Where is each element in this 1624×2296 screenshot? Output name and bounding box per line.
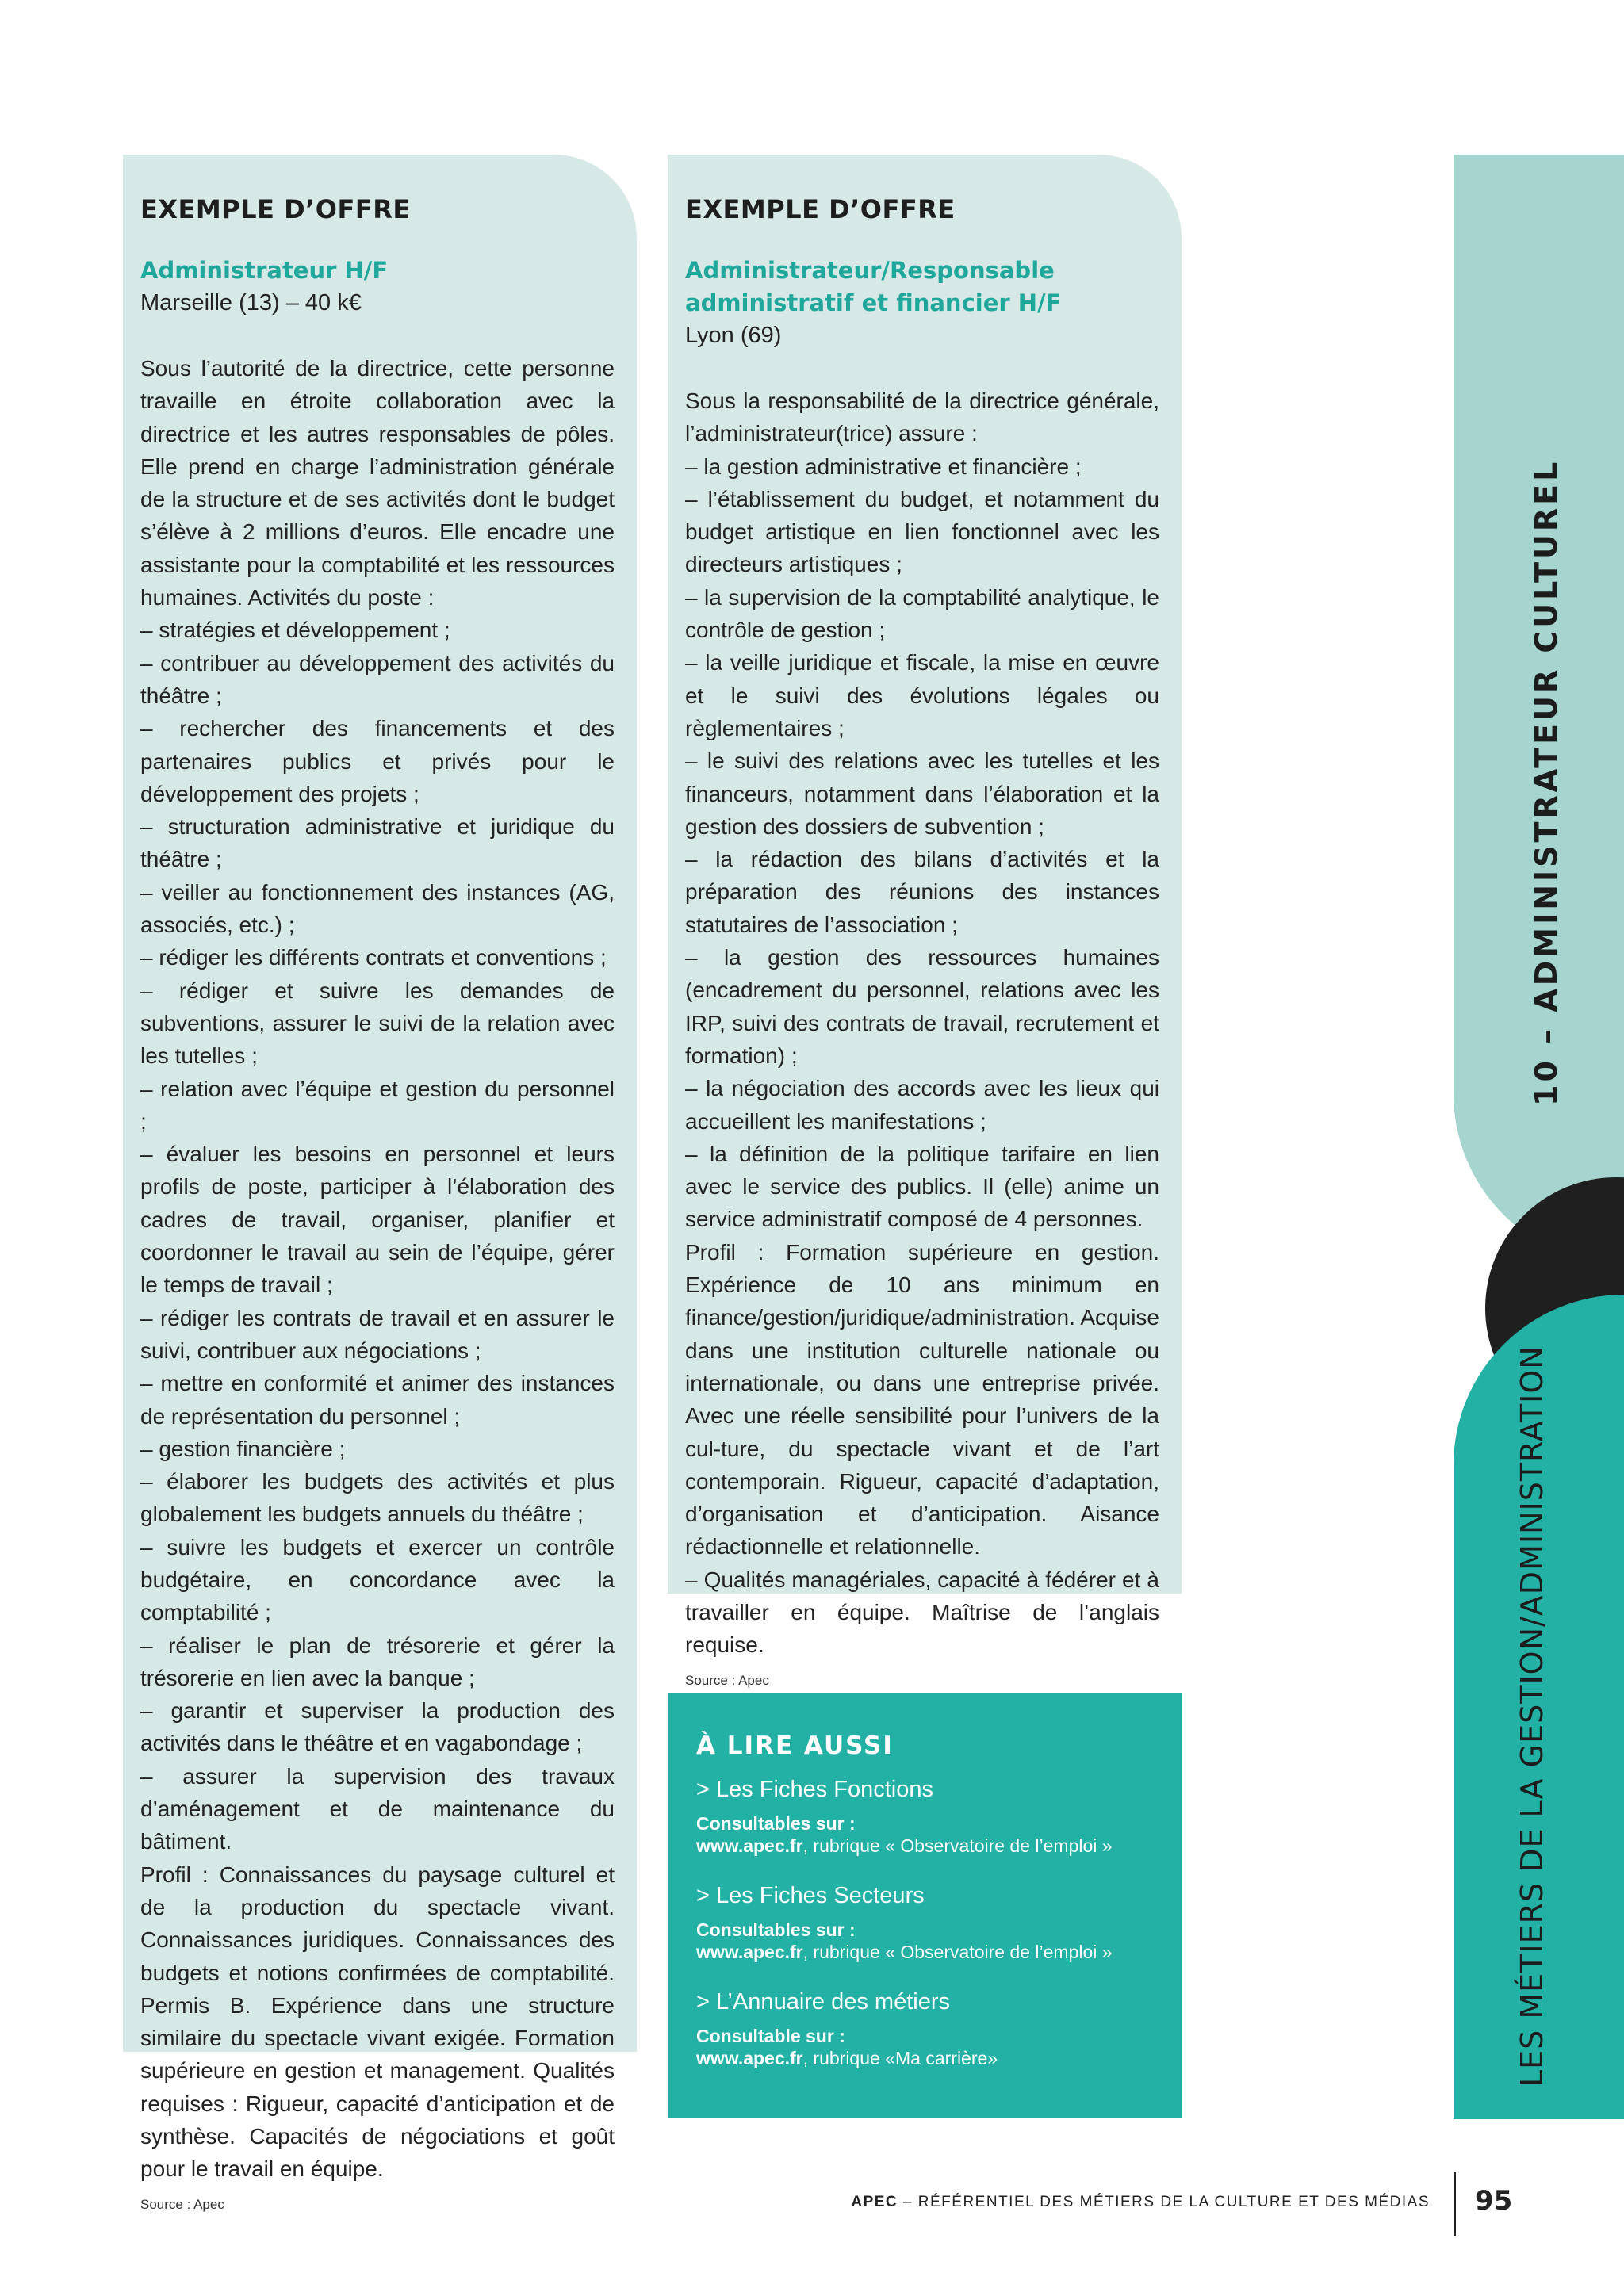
offer-list-item: – la gestion administrative et financière ; (685, 453, 1082, 479)
read-more-rubric: , rubrique « Observatoire de l’emploi » (802, 1835, 1113, 1856)
offer-list-item: – Qualités managériales, capacité à fédérer et à travailler en équipe. Maîtrise de l’anglais requise. (685, 1567, 1159, 1658)
offer-list-item: – relation avec l’équipe et gestion du personnel ; (140, 1076, 615, 1134)
footer-divider (1454, 2172, 1456, 2236)
read-more-link-secteurs[interactable]: > Les Fiches Secteurs (696, 1883, 925, 1908)
offer-profile: Profil : Connaissances du paysage culturel et de la production du spectacle vivant. Connaissances juridiques. Connaissances des budgets et notions confirmées de comptabilité. Permis B. Expérience dans une structure similaire du spectacle vivant exigée. Formation supérieure en gestion et management. Qualités requises : Rigueur, capacité d’anticipation et de synthèse. Capacités de négociations et goût pour le travail en équipe. (140, 1862, 615, 2182)
read-more-site-link[interactable]: www.apec.fr (696, 1835, 803, 1856)
read-more-rubric: , rubrique « Observatoire de l’emploi » (802, 1942, 1113, 1962)
read-more-link-annuaire[interactable]: > L’Annuaire des métiers (696, 1989, 950, 2015)
offer-list-item: – élaborer les budgets des activités et plus globalement les budgets annuels du théâtre ; (140, 1469, 615, 1527)
offer-list-item: – rédiger les différents contrats et conventions ; (140, 945, 607, 970)
offer-list-item: – la veille juridique et fiscale, la mise en œuvre et le suivi des évolutions légales ou règlementaires ; (685, 650, 1159, 740)
offer-kicker: EXEMPLE D’OFFRE (140, 194, 411, 224)
offer-list-item: – rédiger les contrats de travail et en assurer le suivi, contribuer aux négociations ; (140, 1305, 615, 1363)
offer-list-item: – la rédaction des bilans d’activités et la préparation des réunions des instances statutaires de l’association ; (685, 847, 1159, 937)
offer-list-item: – rechercher des financements et des partenaires publics et privés pour le développement des projets ; (140, 716, 615, 806)
offer-list-item: – la définition de la politique tarifaire en lien avec le service des publics. Il (elle) anime un service administratif composé de 4 personnes. (685, 1141, 1159, 1232)
offer-list-item: – structuration administrative et juridique du théâtre ; (140, 814, 615, 872)
read-more-label: Consultable sur : (696, 2026, 845, 2046)
read-more-rubric: , rubrique «Ma carrière» (802, 2048, 998, 2068)
offer-list-item: – la gestion des ressources humaines (encadrement du personnel, relations avec les IRP, suivi des contrats de travail, recrutement et formation) ; (685, 945, 1159, 1068)
offer-source: Source : Apec (140, 2196, 224, 2212)
chapter-tab-label: 10 – ADMINISTRATEUR CULTUREL (1529, 458, 1564, 1106)
offer-box-lyon (668, 155, 1182, 1688)
read-more-note (696, 1812, 1153, 1857)
offer-list-item: – la supervision de la comptabilité analytique, le contrôle de gestion ; (685, 584, 1159, 643)
offer-list-item: – la négociation des accords avec les lieux qui accueillent les manifestations ; (685, 1076, 1159, 1134)
offer-list-item: – rédiger et suivre les demandes de subventions, assurer le suivi de la relation avec les tutelles ; (140, 978, 615, 1069)
footer-title (851, 2194, 1430, 2211)
offer-body (140, 352, 615, 2186)
offer-list-item: – garantir et superviser la production des activités dans le théâtre et en vagabondage ; (140, 1698, 615, 1756)
offer-list-item: – mettre en conformité et animer des instances de représentation du personnel ; (140, 1371, 615, 1429)
offer-kicker: EXEMPLE D’OFFRE (685, 194, 956, 224)
offer-list-item: – gestion financière ; (140, 1436, 346, 1461)
read-more-title: À LIRE AUSSI (696, 1732, 894, 1760)
footer-publication: – RÉFÉRENTIEL DES MÉTIERS DE LA CULTURE ET DES MÉDIAS (898, 2194, 1430, 2210)
offer-body (685, 385, 1159, 1662)
offer-location: Lyon (69) (685, 323, 782, 348)
offer-list-item: – stratégies et développement ; (140, 618, 450, 643)
read-more-label: Consultables sur : (696, 1919, 856, 1940)
read-more-box (668, 1693, 1182, 2118)
offer-location: Marseille (13) – 40 k€ (140, 290, 362, 316)
read-more-label: Consultables sur : (696, 1813, 856, 1834)
offer-list-item: – assurer la supervision des travaux d’aménagement et de maintenance du bâtiment. (140, 1763, 615, 1854)
read-more-site-link[interactable]: www.apec.fr (696, 2048, 803, 2068)
read-more-note (696, 2025, 1153, 2069)
footer-brand: APEC (851, 2194, 898, 2210)
page-number: 95 (1475, 2185, 1513, 2217)
offer-title-line2: administratif et financier H/F (685, 289, 1062, 316)
offer-list-item: – suivre les budgets et exercer un contrôle budgétaire, en concordance avec la comptabilité ; (140, 1534, 615, 1625)
offer-list-item: – évaluer les besoins en personnel et leurs profils de poste, participer à l’élaboration des cadres de travail, organiser, planifier et coordonner le travail au sein de l’équipe, gérer le temps de travail ; (140, 1142, 615, 1298)
read-more-link-fonctions[interactable]: > Les Fiches Fonctions (696, 1777, 934, 1802)
offer-list-item: – veiller au fonctionnement des instances (AG, associés, etc.) ; (140, 879, 615, 938)
offer-box-marseille (123, 155, 637, 2212)
offer-list-item: – contribuer au développement des activités du théâtre ; (140, 650, 615, 708)
offer-paragraph: Sous l’autorité de la directrice, cette personne travaille en étroite collaboration avec la directrice et les autres responsables de pôles. Elle prend en charge l’administration générale de la structure et de ses activités dont le budget s’élève à 2 millions d’euros. Elle encadre une assistante pour la comptabilité et les ressources humaines. Activités du poste : (140, 356, 615, 610)
offer-title: Administrateur H/F (140, 257, 389, 284)
section-tab-label: LES MÉTIERS DE LA GESTION/ADMINISTRATION (1515, 1345, 1549, 2087)
offer-list-item: – l’établissement du budget, et notamment du budget artistique en lien fonctionnel avec les directeurs artistiques ; (685, 486, 1159, 577)
read-more-note (696, 1919, 1153, 1963)
offer-source: Source : Apec (685, 1672, 769, 1688)
offer-paragraph: Sous la responsabilité de la directrice générale, l’administrateur(trice) assure : (685, 388, 1159, 446)
offer-profile: Profil : Formation supérieure en gestion. Expérience de 10 ans minimum en finance/gestion/juridique/administration. Acquise dans une institution culturelle nationale ou internationale, ou dans une entreprise privée. Avec une réelle sensibilité pour l’univers de la cul-ture, du spectacle vivant et de l’art contemporain. Rigueur, capacité d’adaptation, d’organisation et d’anticipation. Aisance rédactionnelle et relationnelle. (685, 1239, 1159, 1559)
read-more-site-link[interactable]: www.apec.fr (696, 1942, 803, 1962)
offer-list-item: – réaliser le plan de trésorerie et gérer la trésorerie en lien avec la banque ; (140, 1632, 615, 1690)
offer-title-line1: Administrateur/Responsable (685, 257, 1055, 284)
offer-list-item: – le suivi des relations avec les tutelles et les financeurs, notamment dans l’élaboration et la gestion des dossiers de subvention ; (685, 748, 1159, 839)
